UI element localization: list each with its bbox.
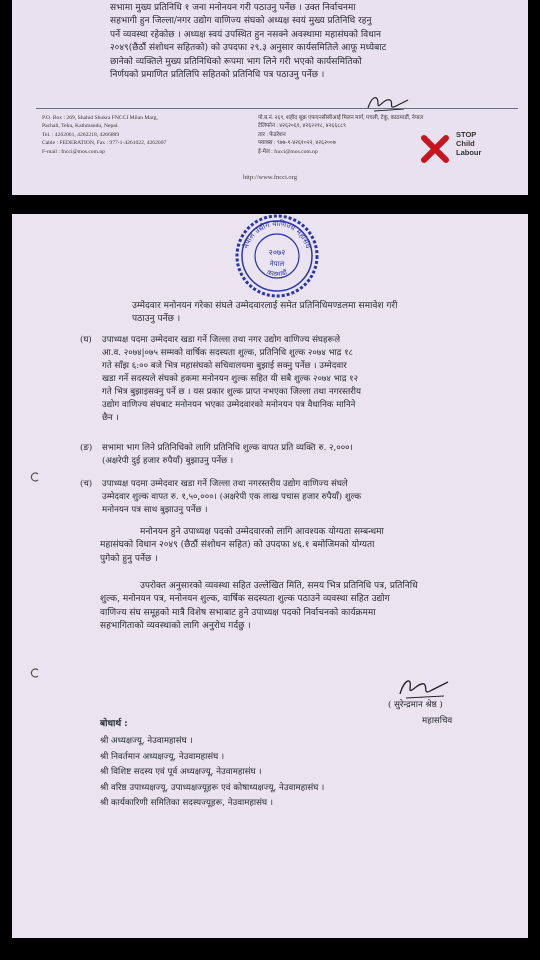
clause-line: उपाध्यक्ष पदमा उम्मेदवार खडा गर्ने जिल्ला तथा नगरस्तरीय उद्योग वाणिज्य संघले [102,479,348,489]
clause-line: उम्मेदवार शुल्क वापत रु. १,५०,०००। (अक्षरेपी एक लाख पचास हजार रुपैयाँ) शुल्क [102,492,362,502]
qualification-paragraph [100,526,520,566]
qualification-line: पुगेको हुनु पर्नेछ । [100,553,158,564]
clause-line: गते साँझ ६:०० बजे भित्र महासंघको सचिवालयमा बुझाई सक्नु पर्नेछ । उम्मेदवार [102,361,347,371]
footer-en-line: P.O. Box : 269, Shahid Shukra FNCCI Milan Marg, [42,115,158,121]
letter-page-bottom [12,214,528,938]
footer-en-line: Pachali, Teku, Kathmandu, Nepal. [42,123,119,130]
top-body-paragraph [110,2,520,82]
stop-child-labour-x-icon [420,134,450,164]
cc-list [100,734,324,812]
stop-label-line: STOP [456,130,477,139]
seal-country: नेपाल [269,260,285,268]
cc-label: बोधार्थ : [100,719,128,729]
website-url: http://www.fncci.org [243,174,297,181]
footer-en-line: Cable : FEDERATION, Fax : 977-1-4261022, 4262007 [42,140,167,147]
top-body-line: सभामा मुख्य प्रतिनिधि १ जना मनोनयन गरी पठाउनु पर्नेछ । उक्त निर्वाचनमा [110,3,356,13]
clause-line: आ.व. २०७४|०७५ सम्मको वार्षिक सदस्यता शुल्क, प्रतिनिधि शुल्क २०७४ भाद्र १८ [102,348,354,358]
letter-page-top [12,0,528,195]
qualification-line: महासंघको विधान २०४९ (छैठौं संशोधन सहित) को उपदफा ४६.१ बमोजिमको योग्यता [100,540,375,551]
top-body-line: निर्णयको प्रमाणित प्रतिलिपि सहितको प्रतिनिधि पत्र पठाउनु पर्नेछ । [110,70,325,81]
top-body-line: २०४९(छैठौं संशोधन सहितको) को उपदफा २९.३ अनुसार कार्यसमितिले आफू मध्येबाट [110,43,387,54]
request-line: उपरोक्त अनुसारको व्यवस्था सहित उल्लेखित मिति, समय भित्र प्रतिनिधि पत्र, प्रतिनिधि [140,581,418,591]
intro-line: उम्मेदवार मनोनयन गरेका संघले उम्मेदवारलाई समेत प्रतिनिधिमण्डलमा समावेश गरी [132,301,398,311]
clause-label: (ङ) [80,443,93,453]
clause-line: उपाध्यक्ष पदमा उम्मेदवार खडा गर्ने जिल्ला तथा नगर उद्योग वाणिज्य संघहरूले [102,335,341,345]
clause-label: (घ) [80,335,92,345]
clause-label: (च) [80,479,93,489]
footer-divider [36,108,518,109]
request-line: शुल्क, मनोनयन पत्र, मनोनयन शुल्क, वार्षिक सदस्यता शुल्क पठाउने व्यवस्था सहित उद्योग [100,594,390,605]
footer-np-line: टेलिफोन : ४२६२०६१, ४२६२२१८, ४२६६८८९ [258,123,346,130]
request-paragraph [100,580,520,634]
cc-list-item: श्री वरिष्ठ उपाध्यक्षज्यू, उपाध्यक्षज्यूहरू एवं कोषाध्यक्षज्यू, नेउवामहासंघ । [100,782,325,793]
organization-seal [235,214,319,298]
clause-line: खडा गर्ने सदस्यले संघको हकमा मनोनयन शुल्क सहित यी सबै शुल्क २०७४ भाद्र १२ [102,374,359,384]
signature-top [364,92,412,114]
punch-hole-icon [30,668,40,678]
clause-line: गते भित्र बुझाइसक्नु पर्ने छ । यस प्रकार शुल्क प्राप्त नभएका जिल्ला तथा नगरस्तरीय [102,387,361,397]
cc-list-item: श्री कार्यकारिणी समितिका सदस्यज्यूहरू, नेउवामहासंघ । [100,798,274,808]
footer-nepali-address [258,114,423,156]
stop-label-line: Labour [456,148,482,157]
svg-text:काठमाडौं [266,268,288,278]
clause-cha [80,478,506,517]
clause-line: छैन । [102,413,119,423]
stop-label-line: Child [456,139,475,148]
footer-np-line: तार : फेडरेशन [258,131,286,138]
top-body-line: सहभागी हुन जिल्ला/नगर उद्योग वाणिज्य संघको अध्यक्ष स्वयं मुख्य प्रतिनिधि रहनु [110,16,372,27]
punch-hole-icon [30,472,40,482]
footer-english-address [42,114,166,156]
footer-en-line: Tel. : 4262061, 4262218, 4266889 [42,131,120,138]
stop-child-labour-label [456,130,481,157]
cc-list-item: श्री अध्यक्षज्यू, नेउवामहासंघ । [100,736,193,746]
clause-line: मनोनयन पत्र साथ बुझाउनु पर्नेछ । [102,505,208,515]
seal-ring-bottom-text: काठमाडौं [266,268,288,279]
seal-ring-top-text: नेपाल उद्योग वाणिज्य महासंघ [241,218,313,250]
seal-year: २०७२ [268,248,286,257]
intro-paragraph [132,300,522,327]
footer-np-line: ई-मेल : fncci@mos.com.np [258,148,318,155]
footer-en-line: F-mail : fncci@mos.com.np [42,148,105,155]
top-body-line: छानेको व्यक्तिले मुख्य प्रतिनिधिको रूपमा भाग लिने गरी भएको कार्यसमितिको [110,56,362,67]
cc-list-item: श्री विशिष्ट सदस्य एवं पूर्व अध्यक्षज्यू, नेउवामहासंघ । [100,767,262,777]
top-body-line: पर्ने व्यवस्था रहेकोछ । अध्यक्ष स्वयं उपस्थित हुन नसक्ने अवस्थामा महासंघको विधान [110,29,382,40]
signatory-name: ( सुरेन्द्रमान श्रेष्ठ ) [388,700,443,710]
footer-np-line: पो.ब.नं. २६९, शहीद शुक्र एफएनसीसीआई मिलन मार्ग, पचली, टेकु, काठमाडौं, नेपाल [258,115,424,121]
clause-nga [80,442,506,468]
clause-line: सभामा भाग लिने प्रतिनिधिको लागि प्रतिनिधि शुल्क वापत प्रति व्यक्ति रु. २,०००। [102,443,353,453]
intro-line: पठाउनु पर्नेछ । [132,314,181,325]
footer-np-line: फ्याक्स : ९७७-१-४२६१०२२, ४२६२००७ [258,140,336,147]
request-line: वाणिज्य संघ समूहको मात्रै विशेष सभाबाट हुने उपाध्यक्ष पदको निर्वाचनको कार्यक्रममा [100,607,376,618]
signatory-title: महासचिव [422,716,453,726]
clause-gha [80,334,506,425]
qualification-line: मनोनयन हुने उपाध्यक्ष पदको उम्मेदवारको लागि आवश्यक योग्यता सम्बन्धमा [140,527,384,537]
clause-line: उद्योग वाणिज्य संघबाट मनोनयन भएका उम्मेदवारको मनोनयन पत्र वैधानिक मानिने [102,400,356,410]
cc-list-item: श्री निवर्तमान अध्यक्षज्यू, नेउवामहासंघ । [100,751,225,762]
request-line: सहभागिताको व्यवस्थाको लागि अनुरोध गर्दछु । [100,621,251,632]
clause-line: (अक्षरेपी दुई हजार रुपैयाँ) बुझाउनु पर्नेछ । [102,456,234,466]
